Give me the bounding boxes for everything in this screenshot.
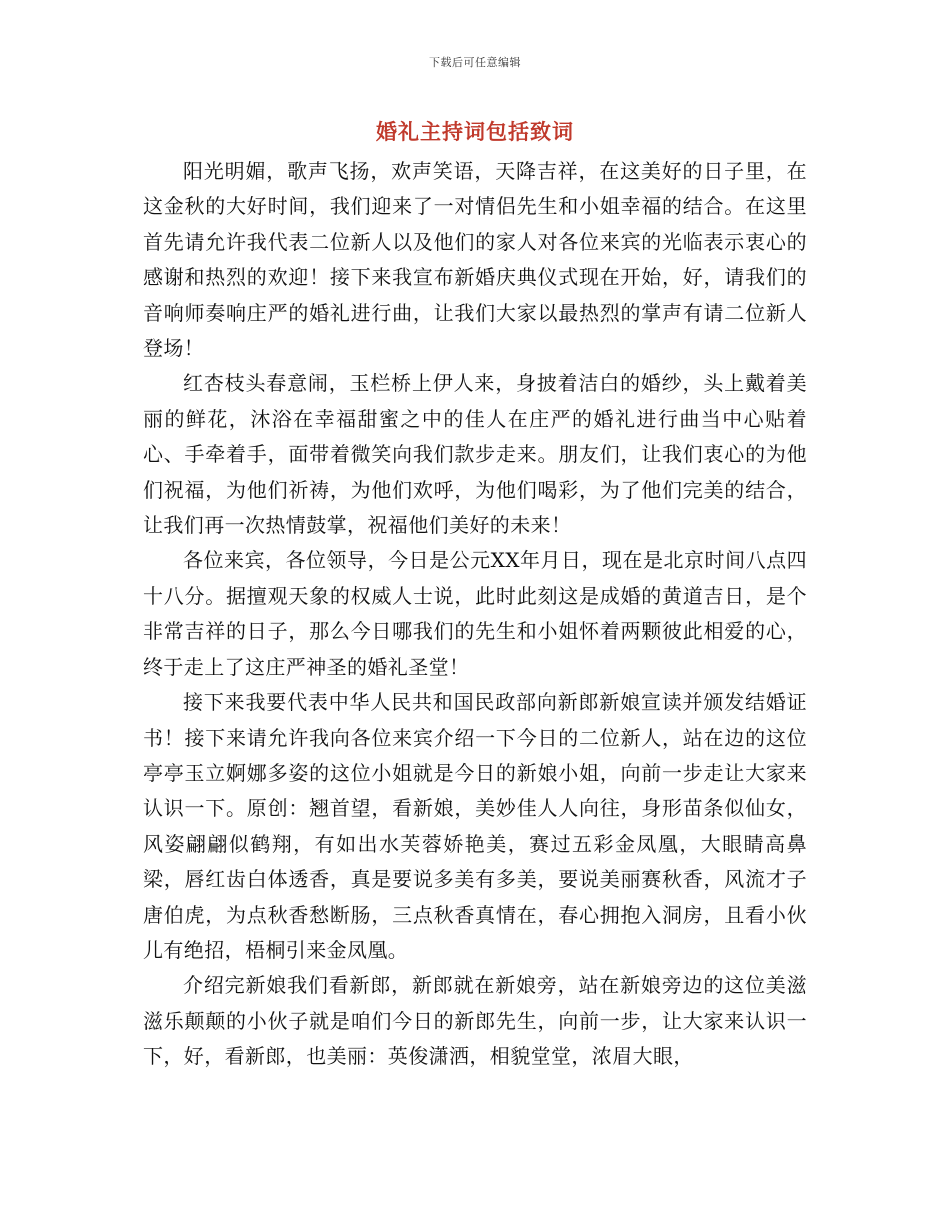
paragraph-2: 红杏枝头春意闹，玉栏桥上伊人来，身披着洁白的婚纱，头上戴着美丽的鲜花，沐浴在幸福甜蜜之中的佳人在庄严的婚礼进行曲当中心贴着心、手牵着手，面带着微笑向我们款步走来。朋友们，让我们衷心的为他们祝福，为他们祈祷，为他们欢呼，为他们喝彩，为了他们完美的结合，让我们再一次热情鼓掌，祝福他们美好的未来！ [143, 371, 807, 538]
paragraph-1: 阳光明媚，歌声飞扬，欢声笑语，天降吉祥，在这美好的日子里，在这金秋的大好时间，我们迎来了一对情侣先生和小姐幸福的结合。在这里首先请允许我代表二位新人以及他们的家人对各位来宾的光临表示衷心的感谢和热烈的欢迎！接下来我宣布新婚庆典仪式现在开始，好，请我们的音响师奏响庄严的婚礼进行曲，让我们大家以最热烈的掌声有请二位新人登场！ [143, 159, 807, 361]
paragraph-4: 接下来我要代表中华人民共和国民政部向新郎新娘宣读并颁发结婚证书！接下来请允许我向各位来宾介绍一下今日的二位新人，站在边的这位亭亭玉立婀娜多姿的这位小姐就是今日的新娘小姐，向前一步走让大家来认识一下。原创：翘首望，看新娘，美妙佳人人向往，身形苗条似仙女，风姿翩翩似鹤翔，有如出水芙蓉娇艳美，赛过五彩金凤凰，大眼睛高鼻梁，唇红齿白体透香，真是要说多美有多美，要说美丽赛秋香，风流才子唐伯虎，为点秋香愁断肠，三点秋香真情在，春心拥抱入洞房，且看小伙儿有绝招，梧桐引来金凤凰。 [143, 690, 807, 962]
document-title: 婚礼主持词包括致词 [376, 119, 574, 144]
paragraph-5: 介绍完新娘我们看新郎，新郎就在新娘旁，站在新娘旁边的这位美滋滋乐颠颠的小伙子就是咱们今日的新郎先生，向前一步，让大家来认识一下，好，看新郎，也美丽：英俊潇洒，相貌堂堂，浓眉大眼， [143, 973, 807, 1069]
paragraph-3: 各位来宾，各位领导，今日是公元XX年月日，现在是北京时间八点四十八分。据擅观天象的权威人士说，此时此刻这是成婚的黄道吉日，是个非常吉祥的日子，那么今日哪我们的先生和小姐怀着两颗彼此相爱的心，终于走上了这庄严神圣的婚礼圣堂！ [143, 548, 807, 679]
document-body [143, 154, 807, 1075]
page-header-note: 下载后可任意编辑 [429, 56, 521, 69]
